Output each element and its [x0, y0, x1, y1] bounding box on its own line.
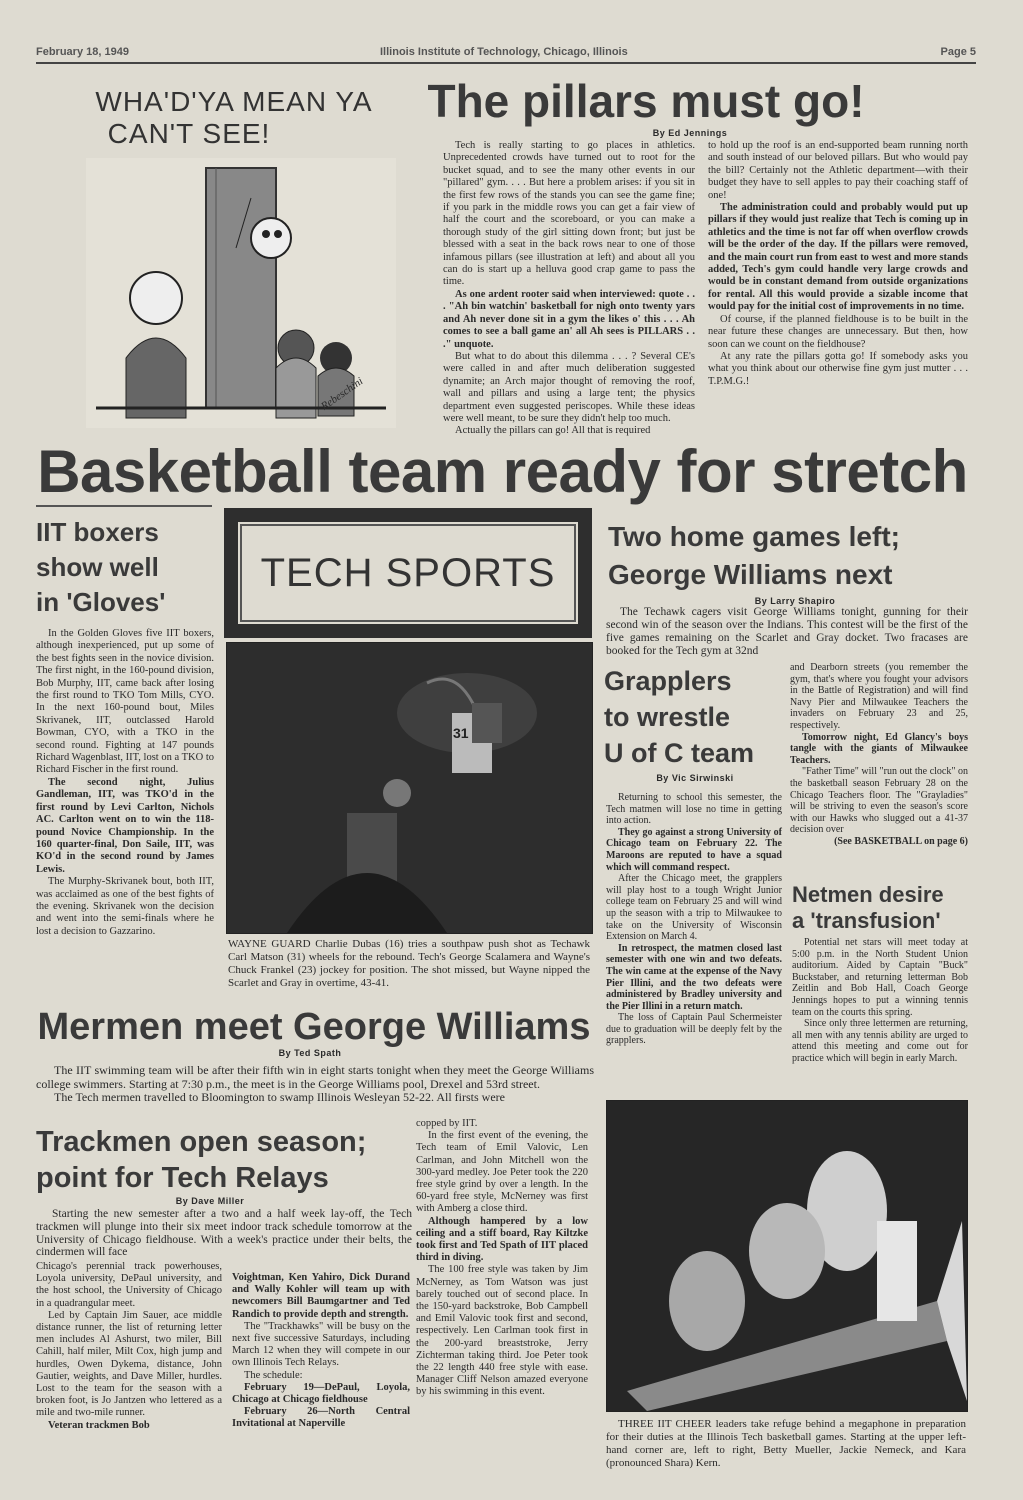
trackmen-headline-line: point for Tech Relays [36, 1162, 329, 1194]
mermen-byline: By Ted Spath [278, 1048, 342, 1058]
twohome-headline-line: George Williams next [608, 559, 893, 590]
pillars-para: As one ardent rooter said when interviewed: quote . . . "Ah bin watchin' basketball for nigh onto twenty yars and Ah never done sit in a gym the likes o' this . . . Ah comes to see a ball game an' all Ah sees is PILLARS . . ." unquote. [443, 288, 695, 350]
netmen-para: Since only three lettermen are returning, all men with any tennis ability are urged to attend this meeting and come out for practice which will begin in early March. [792, 1018, 968, 1064]
grapplers-body [606, 792, 782, 1047]
netmen-para: Potential net stars will meet today at 5:00 p.m. in the North Student Union auditorium. Aided by Captain "Buck" Buckstaber, and returning letterman Bob Zeitlin and Bob Hall, Coach George Jennings hopes to put a winning tennis team on the courts this spring. [792, 937, 968, 1018]
boxers-headline-line: show well [36, 552, 159, 582]
trackmen-para: Veteran trackmen Bob [48, 1419, 150, 1431]
grapplers-para: They go against a strong University of Chicago team on February 22. The Maroons are reputed to have a squad which will command respect. [606, 826, 782, 873]
twohome-para: and Dearborn streets (you remember the gym, that's where you fought your advisors in the Battle of Registration) and will find Navy Pier and Milwaukee Teachers the invaders on February 23 and 25, respectively. [790, 662, 968, 731]
pillars-para: Actually the pillars can go! All that is required [455, 425, 651, 437]
twohome-para: "Father Time" will "run out the clock" on the basketball season February 28 on the Chicago Teachers floor. The "Grayladies" will be striving to even the season's score with our Hawks who slugged out a 41-37 decision over [790, 766, 968, 836]
netmen-headline [792, 882, 972, 934]
mermen-para: copped by IIT. [416, 1118, 478, 1129]
cartoon-caption [64, 86, 404, 150]
trackmen-col1 [36, 1261, 222, 1432]
grapplers-para: Returning to school this semester, the Tech matmen will lose no time in getting into action. [606, 792, 782, 827]
trackmen-col2 [232, 1272, 410, 1431]
pillars-byline: By Ed Jennings [652, 128, 728, 138]
masthead-page: Page 5 [940, 46, 976, 58]
trackmen-headline-line: Trackmen open season; [36, 1126, 367, 1158]
grapplers-headline-line: Grapplers [604, 666, 732, 696]
cheerleaders-photo-caption: THREE IIT CHEER leaders take refuge behind a megaphone in preparation for their duties at the Illinois Tech basketball games. Starting at the upper left-hand corner are, left to right, Betty Mueller, Jackie Nemeck, and Kara (pronounced Shara) Kern. [606, 1418, 966, 1469]
boxers-body [36, 628, 214, 938]
twohome-para: Tomorrow night, Ed Glancy's boys tangle with the giants of Milwaukee Teachers. [790, 731, 968, 766]
cartoon [56, 86, 406, 436]
trackmen-headline [36, 1124, 412, 1196]
trackmen-para: The schedule: [244, 1369, 303, 1381]
twohome-headline-line: Two home games left; [608, 521, 900, 552]
pillars-para: But what to do about this dilemma . . . ? Several CE's were called in and after much deliberation suggested dynamite; an Arch major thought of removing the roof, wall and pillars and using a large tent; the physics department even suggested periscopes. While these ideas were well meant, to be sure they didn't help too much. [443, 350, 695, 424]
twohome-col [790, 662, 968, 848]
netmen-headline-line: a 'transfusion' [792, 908, 941, 933]
cheerleaders-photo [606, 1100, 968, 1412]
mermen-para: In the first event of the evening, the Tech team of Emil Valovic, Len Carlman, and John Mitchell won the 300-yard medley. Joe Peter took the 220 free style grind by over a length. In the 60-yard free style, McNerney was first with Amberg a close third. [416, 1130, 588, 1215]
grapplers-byline: By Vic Sirwinski [656, 773, 734, 783]
trackmen-lead: Starting the new semester after a two and a half week lay-off, the Tech trackmen will plunge into their six meet indoor track schedule tomorrow at the University of Chicago fieldhouse. With a week's practice under their belts, the cindermen will face [36, 1208, 412, 1259]
tech-sports-logo: TECH SPORTS [224, 508, 592, 638]
pillars-para: Tech is really starting to go places in athletics. Unprecedented crowds have turned out to root for the bucket squad, and to see the many other events in our "pillared" gym. . . . But here a problem arises: if you sit in the first few rows of the stands you can see the game fine; if you park in the middle rows you can get a fair view of half the court and the scoreboard, or you can make a thorough study of the girl sitting down front; but just be blessed with a seat in the back rows near to one of those infamous pillars (see illustration at left) and about all you can do is start up a helluva good crap game to pass the time. [443, 140, 695, 288]
cartoon-caption-line2: CAN'T SEE! [107, 118, 271, 149]
pillars-col1 [443, 140, 695, 438]
masthead [36, 46, 976, 64]
schedule-item: February 19—DePaul, Loyola, Chicago at Chicago fieldhouse [232, 1381, 410, 1406]
trackmen-byline: By Dave Miller [175, 1196, 245, 1206]
boxers-para: In the Golden Gloves five IIT boxers, although inexperienced, put up some of the best fights seen in the novice division. The first night, in the 160-pound division, Bob Murphy, IIT, came back after losing the first round to TKO Tom Mills, CYO. In the next 160-pound bout, Miles Skrivanek, IIT, outclassed Harold Bowman, CYO, with a TKO in the second round. Fighting at 147 pounds Richard Wagenblast, IIT, lost on a TKO to Richard Fischer in the first round. [36, 628, 214, 776]
twohome-byline: By Larry Shapiro [754, 596, 836, 606]
boxers-headline [36, 515, 216, 620]
boxers-headline-line: IIT boxers [36, 517, 159, 547]
grapplers-headline-line: to wrestle [604, 702, 731, 732]
mermen-lead-para: The IIT swimming team will be after their fifth win in eight starts tonight when they meet the George Williams college swimmers. Starting at 7:30 p.m., the meet is in the George Williams pool, Drexel and 53rd street. [36, 1063, 594, 1091]
grapplers-para: In retrospect, the matmen closed last semester with one win and two defeats. The win came at the expense of the Navy Pier Illini, and the two defeats were administered by Bradley university and the Pier Illini in a return match. [606, 942, 782, 1012]
mermen-para: Although hampered by a low ceiling and a stiff board, Ray Kiltzke took first and Ted Spath of IIT placed third in diving. [416, 1215, 588, 1264]
mermen-headline: Mermen meet George Williams [37, 1006, 591, 1048]
mermen-lead [36, 1064, 594, 1105]
pillars-headline: The pillars must go! [427, 75, 865, 127]
masthead-date: February 18, 1949 [36, 46, 129, 58]
boxers-para: The second night, Julius Gandleman, IIT, was TKO'd in the first round by Levi Carlton, Nichols AC. Carlton went on to win the 118-pound Novice Championship. In the 160 quarter-final, Don Saile, IIT, was KO'd in the second round by James Lewis. [36, 776, 214, 875]
mermen-para: The 100 free style was taken by Jim McNerney, as Tom Watson was just barely touched out of second place. In the 150-yard backstroke, Bob Campbell and Emil Valovic took first and second, respectively. Len Carlman took first in the 200-yard breaststroke, Jerry Zichterman taking third. Joe Peter took the 22 length 440 free style with ease. Manager Cliff Nelson amazed everyone by his swimming in this event. [416, 1264, 588, 1398]
trackmen-para: The "Trackhawks" will be busy on the next five successive Saturdays, including March 12 when they will compete in our own Illinois Tech Relays. [232, 1320, 410, 1369]
grapplers-headline-line: U of C team [604, 738, 755, 768]
netmen-body [792, 937, 968, 1065]
basketball-photo [226, 642, 593, 934]
trackmen-para: Led by Captain Jim Sauer, ace middle distance runner, the list of returning letter men includes Al Ashurst, two miler, Bill Cahill, half miler, Milt Cox, high jump and hurdles, Owen Dykema, distance, John Gautier, weights, and Dave Miller, hurdles. Lost to the team for the season with a broken foot, is Jo Jantzen who lettered as a mile and two-mile runner. [36, 1309, 222, 1419]
netmen-headline-line: Netmen desire [792, 882, 944, 907]
basketball-photo-caption: WAYNE GUARD Charlie Dubas (16) tries a southpaw push shot as Techawk Carl Matson (31) wheels for the rebound. Tech's George Scalamera and Wayne's Chuck Frankel (23) jockey for position. The shot missed, but Wayne nipped the Scarlet and Gray in overtime, 43-41. [228, 938, 590, 989]
boxers-para: The Murphy-Skrivanek bout, both IIT, was acclaimed as one of the best fights of the evening. Skrivanek won the decision and went into the semi-finals where he lost a decision to Gazzarino. [36, 876, 214, 937]
divider [36, 505, 212, 507]
cartoon-caption-line1: WHA'D'YA MEAN YA [95, 86, 373, 117]
grapplers-para: After the Chicago meet, the grapplers will play host to a tough Wright Junior college team on February 25 and will wind up the season with a trip to Milwaukee to take on the University of Wisconsin Extension on March 4. [606, 873, 782, 943]
cartoon-signature: Rebeschini [318, 375, 366, 413]
pillars-col2 [708, 140, 968, 388]
pillars-para: At any rate the pillars gotta go! If somebody asks you what you think about our otherwise fine gym just mutter . . . T.P.M.G.! [708, 350, 968, 387]
twohome-lead: The Techawk cagers visit George Williams tonight, gunning for their second win of the season over the Indians. This contest will be the first of the five games remaining on the Scarlet and Gray docket. Two fracases are booked for the Tech gym at 32nd [606, 606, 968, 657]
basketball-photo-image [227, 643, 592, 933]
mermen-lead-para: The Tech mermen travelled to Bloomington to swamp Illinois Wesleyan 52-22. All firsts were [54, 1090, 505, 1105]
banner-headline: Basketball team ready for stretch [37, 438, 968, 505]
cheerleaders-photo-image [607, 1101, 967, 1411]
boxers-headline-line: in 'Gloves' [36, 587, 166, 617]
pillars-para: to hold up the roof is an end-supported beam running north and south instead of our beloved pillars. But who would pay the bill? Certainly not the Athletic department—with their budget they have to sell apples to pay their coaching staff of one! [708, 140, 968, 201]
pillars-para: The administration could and probably would put up pillars if they would just realize that Tech is coming up in athletics and the time is not far off when overflow crowds will be the order of the day. If the pillars were removed, and the main court run from east to west and more stands added, Tech's gym could handle very large crowds and would be in constant demand from outside organizations for rental. All this would provide a sizable income that would pay for the initial cost of improvements in no time. [708, 202, 968, 313]
trackmen-para: Voightman, Ken Yahiro, Dick Durand and Wally Kohler will team up with newcomers Bill Baumgartner and Ted Randich to provide depth and strength. [232, 1272, 410, 1320]
schedule-item: February 26—North Central Invitational at Naperville [232, 1406, 410, 1430]
masthead-paper: Illinois Institute of Technology, Chicago, Illinois [380, 46, 628, 58]
grapplers-para: The loss of Captain Paul Schermeister due to graduation will be deeply felt by the grapplers. [606, 1012, 782, 1047]
twohome-headline [608, 518, 978, 594]
pillars-para: Of course, if the planned fieldhouse is to be built in the near future these changes are unnecessary. But then, how soon can we count on the fieldhouse? [708, 313, 968, 350]
jersey-number: 31 [453, 725, 469, 741]
continued-link[interactable]: (See BASKETBALL on page 6) [834, 835, 968, 847]
trackmen-para: Chicago's perennial track powerhouses, Loyola university, DePaul university, and the host school, the University of Chicago in a quadrangular meet. [36, 1261, 222, 1309]
mermen-col [416, 1118, 588, 1399]
grapplers-headline [604, 663, 784, 771]
